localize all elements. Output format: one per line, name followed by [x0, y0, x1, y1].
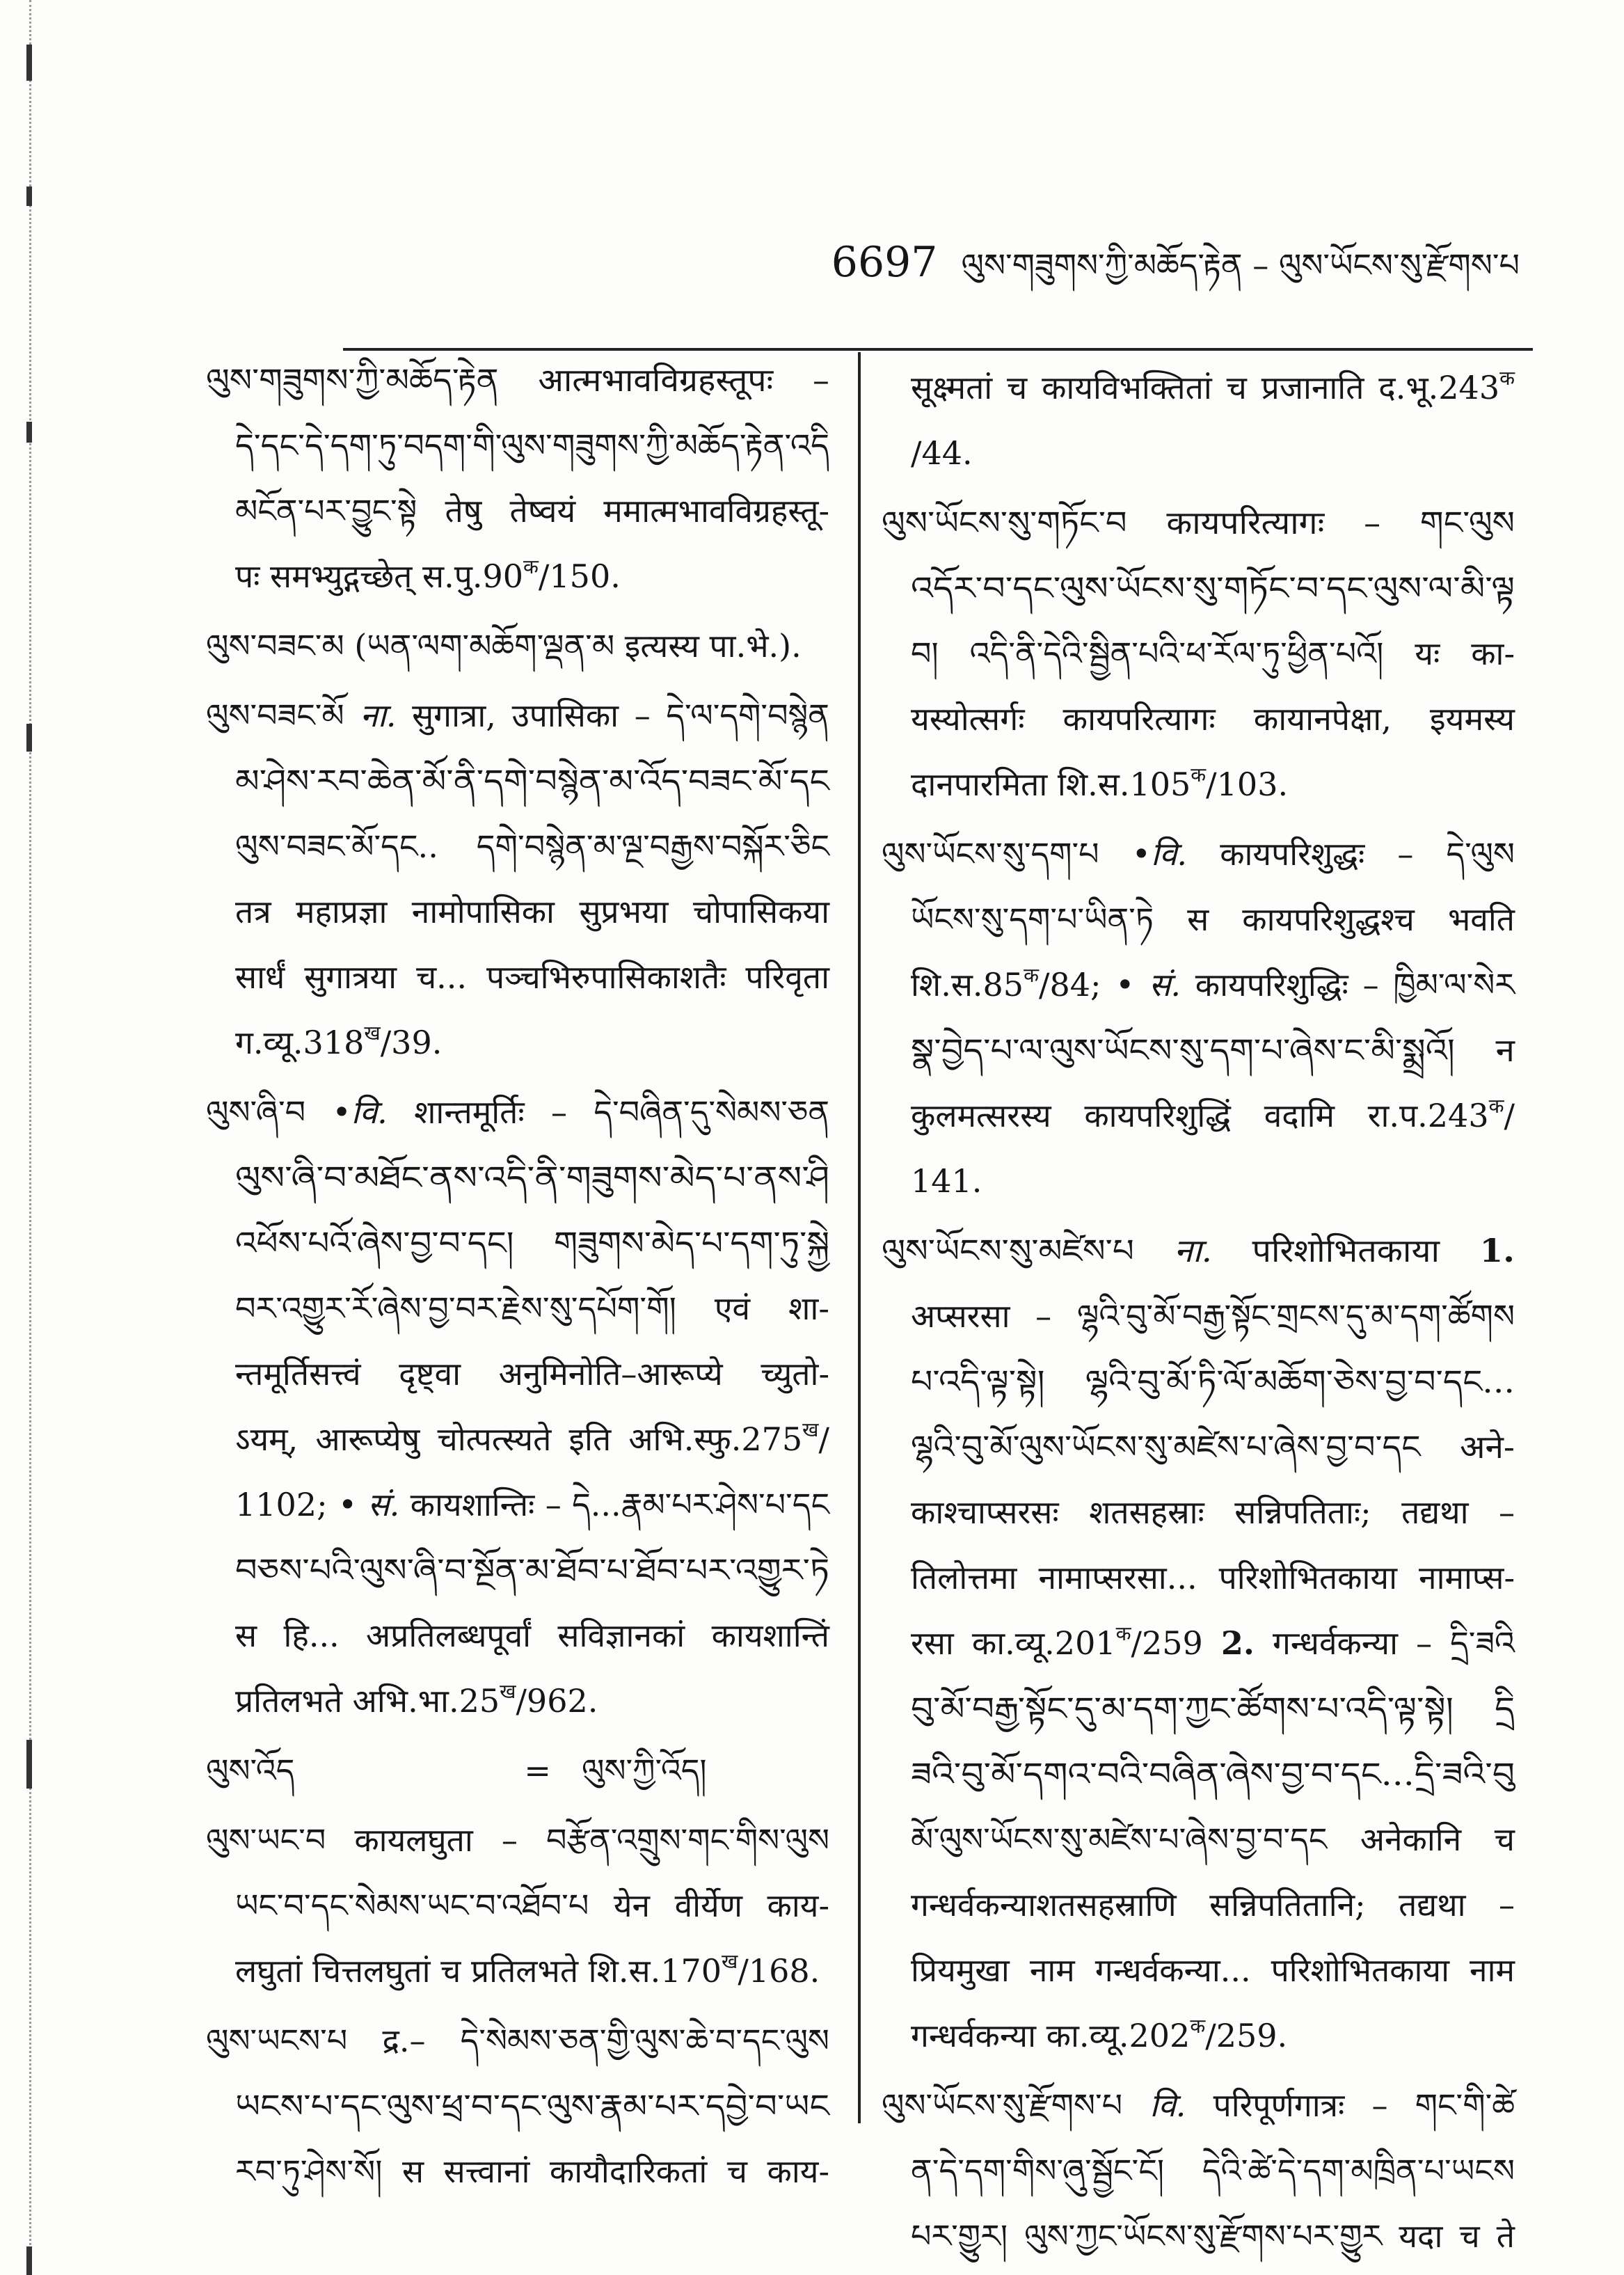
entry-line-text: [911, 1610, 1515, 1676]
entry-line: [206, 1276, 829, 1341]
entry-text: པ་འདི་ལྟ་སྟེ། ལྷའི་བུ་མོ་ཏི་ལོ་མཆོག་ཅེས་བྱ་བ་དང...: [911, 1363, 1515, 1400]
entry-line: [882, 1414, 1515, 1480]
entry-line: [206, 544, 829, 609]
entry-text: सूक्ष्मतां च कायविभक्तितां च प्रजानाति द.भू.243: [911, 369, 1500, 406]
entry-text: तत्र महाप्रज्ञा नामोपासिका सुप्रभया चोपासिकया: [235, 893, 829, 930]
entry-line-text: [235, 1472, 829, 1537]
scan-margin-line: [29, 0, 31, 2275]
dictionary-entry: [206, 613, 829, 679]
right-column: [882, 355, 1515, 2269]
entry-line-text: [882, 1218, 1515, 1283]
entry-line: [882, 752, 1515, 817]
dictionary-entry: [206, 347, 829, 609]
entry-text: ལུས་བཟང་མོ་དང.. དགེ་བསྙེན་མ་ལྔ་བརྒྱས་བསྐོར་ཅིང: [235, 827, 829, 865]
entry-line-text: [235, 1010, 442, 1075]
entry-line-text: [911, 1148, 982, 1214]
headword: ལུས་ཡོངས་སུ་རྫོགས་པ: [882, 2086, 1123, 2124]
scan-mark: [26, 724, 32, 752]
entry-text: ལྷའི་བུ་མོ་ལུས་ཡོངས་སུ་མཛེས་པ་ཞེས་བྱ་བ་དང अने-: [911, 1428, 1515, 1466]
entry-line-text: [235, 1873, 829, 1938]
entry-line-text: [911, 2003, 1287, 2068]
entry-text: काश्चाप्सरसः शतसहस्राः सन्निपतिताः; तद्यथा –: [911, 1493, 1515, 1531]
entry-text: दानपारमिता शि.स.105: [911, 766, 1191, 803]
entry-text: परिपूर्णगात्रः – གང་གི་ཚེ: [1186, 2086, 1515, 2124]
entry-line: [206, 683, 829, 748]
headword: ལུས་ཡོངས་སུ་མཛེས་པ: [882, 1232, 1134, 1269]
headword: ལུས་ཡང་བ: [206, 1821, 326, 1859]
entry-line: [206, 2073, 829, 2139]
entry-text: कायपरिशुद्धिः – ཁྱིམ་ལ་སེར: [1180, 966, 1515, 1004]
dictionary-entry: [206, 2008, 829, 2204]
entry-line-text: [911, 1676, 1515, 1741]
entry-line-text: [235, 748, 829, 814]
folio-side-marker: ख: [500, 1680, 516, 1704]
entry-line-text: [911, 420, 973, 486]
entry-line-text: [235, 2073, 829, 2139]
entry-text: པར་གྱུར། ལུས་ཀྱང་ཡོངས་སུ་རྫོགས་པར་གྱུར यदा च ते: [911, 2217, 1515, 2255]
entry-text: /103.: [1206, 766, 1289, 803]
entry-line-text: [235, 814, 829, 879]
entry-line: [206, 613, 829, 679]
entry-line: [206, 1145, 829, 1210]
entry-line-text: [235, 544, 621, 609]
folio-side-marker: क: [1488, 1095, 1504, 1118]
entry-text: ཟའི་བུ་མོ་དགའ་བའི་བཞིན་ཞེས་བྱ་བ་དང...དྲི་ཟའི་བུ: [911, 1755, 1515, 1793]
entry-text: བུ་མོ་བརྒྱ་སྟོང་དུ་མ་དག་ཀྱང་ཚོགས་པ་འདི་ལྟ་སྟེ། དྲི: [911, 1690, 1515, 1727]
entry-line: [882, 621, 1515, 686]
entry-line-text: [911, 2138, 1515, 2203]
entry-text: परिशोभितकाया: [1212, 1232, 1480, 1269]
entry-line: [206, 1406, 829, 1472]
entry-line-text: [911, 952, 1515, 1017]
entry-text: འཕོས་པའོ་ཞེས་བྱ་བ་དང། གཟུགས་མེད་པ་དག་ཏུ་སྐྱེ: [235, 1224, 829, 1262]
grammar-label: वि.: [1122, 2086, 1186, 2124]
entry-text: ཡང་བ་དང་སེམས་ཡང་བ་འཐོབ་པ येन वीर्येण काय-: [235, 1887, 829, 1924]
entry-line-text: [911, 887, 1515, 952]
entry-text: མ་ཤེས་རབ་ཆེན་མོ་ནི་དགེ་བསྙེན་མ་འོད་བཟང་མོ་དང: [235, 762, 829, 800]
entry-text: ཡོངས་སུ་དག་པ་ཡིན་ཏེ स कायपरिशुद्धश्च भवति: [911, 901, 1515, 938]
entry-line-text: [235, 879, 829, 944]
entry-text: དེ་དང་དེ་དག་ཏུ་བདག་གི་ལུས་གཟུགས་ཀྱི་མཆོད་རྟེན་འདི: [235, 427, 829, 464]
entry-line-text: [235, 1210, 829, 1276]
entry-text: 141.: [911, 1162, 982, 1200]
entry-text: गन्धर्वकन्या का.व्यू.202: [911, 2017, 1191, 2054]
entry-text: कायपरित्यागः – གང་ལུས: [1127, 504, 1515, 541]
dictionary-entry: [206, 1079, 829, 1734]
headword: ལུས་གཟུགས་ཀྱི་མཆོད་རྟེན: [206, 361, 499, 399]
entry-line: [882, 1349, 1515, 1414]
entry-line: [206, 1738, 829, 1803]
entry-text: द्र.– དེ་སེམས་ཅན་གྱི་ལུས་ཆེ་བ་དང་ལུས: [347, 2022, 829, 2059]
entry-text: प्रतिलभते अभि.भा.25: [235, 1682, 500, 1720]
entry-line: [206, 2139, 829, 2204]
folio-side-marker: क: [1024, 964, 1039, 988]
entry-text: ལུས་ཞི་བ་མཐོང་ནས་འདི་ནི་གཟུགས་མེད་པ་ནས་ཤི: [235, 1159, 829, 1196]
entry-line-text: [882, 490, 1515, 555]
page-number: 6697: [831, 238, 938, 287]
entry-line-text: [911, 555, 1515, 621]
entry-line: [206, 879, 829, 944]
entry-line-text: [911, 1414, 1515, 1480]
entry-line-text: [882, 821, 1515, 887]
entry-line-text: [206, 1079, 829, 1145]
entry-line-text: [911, 1741, 1515, 1807]
entry-line-text: [235, 1276, 829, 1341]
entry-text: བཅས་པའི་ལུས་ཞི་བ་སྔོན་མ་ཐོབ་པ་ཐོབ་པར་འགྱུར་ཏེ: [235, 1551, 829, 1589]
folio-side-marker: ख: [722, 1950, 738, 1974]
entry-text: /39.: [380, 1024, 443, 1061]
entry-text: कायपरिशुद्धः – དེ་ལུས: [1187, 835, 1515, 873]
entry-text: /259.: [1205, 2017, 1288, 2054]
grammar-label: ना.: [344, 697, 397, 734]
entry-line: [206, 1079, 829, 1145]
folio-side-marker: क: [1190, 2015, 1206, 2038]
entry-text: यस्योत्सर्गः कायपरित्यागः कायानपेक्षा, इयमस्य: [911, 700, 1515, 738]
grammar-label: सं.: [367, 1486, 400, 1523]
entry-line-text: [206, 683, 829, 748]
headword: ལུས་ཡོངས་སུ་དག་པ: [882, 835, 1099, 873]
entry-text: རབ་ཏུ་ཤེས་སོ། स सत्त्वानां कायौदारिकतां च काय-: [235, 2153, 829, 2190]
entry-line: [882, 355, 1515, 420]
entry-line-text: [911, 686, 1515, 752]
entry-line: [882, 1610, 1515, 1676]
entry-line-text: [206, 2008, 829, 2073]
entry-text: गन्धर्वकन्या – དྲི་ཟའི: [1254, 1624, 1515, 1662]
entry-line: [206, 1472, 829, 1537]
entry-line: [206, 1807, 829, 1873]
entry-text: /: [818, 1420, 829, 1458]
entry-line: [206, 1603, 829, 1668]
entry-line: [206, 347, 829, 413]
entry-line: [882, 1807, 1515, 1872]
entry-line-text: [235, 1537, 829, 1603]
entry-text: सुगात्रा, उपासिका – དེ་ལ་དགེ་བསྙེན: [396, 697, 829, 734]
entry-text: ऽयम्, आरूप्येषु चोत्पत्स्यते इति अभि.स्फु.275: [235, 1420, 803, 1458]
dictionary-entry: [882, 490, 1515, 817]
entry-line-text: [235, 1938, 820, 2004]
headword: ལུས་ཡངས་པ: [206, 2022, 348, 2059]
scan-mark: [26, 187, 32, 206]
entry-line-text: [206, 1807, 829, 1873]
entry-text: शान्तमूर्तिः – དེ་བཞིན་དུ་སེམས་ཅན: [387, 1093, 829, 1131]
entry-line: [882, 1017, 1515, 1083]
folio-side-marker: क: [1115, 1622, 1131, 1646]
entry-line-text: [911, 1545, 1515, 1610]
entry-line: [882, 1218, 1515, 1283]
entry-line-text: [206, 613, 802, 679]
entry-line: [882, 2203, 1515, 2269]
entry-line: [882, 1937, 1515, 2003]
entry-line: [206, 944, 829, 1010]
entry-text: ཡངས་པ་དང་ལུས་ཕྲ་བ་དང་ལུས་རྣམ་པར་དབྱེ་བ་ཡང: [235, 2087, 829, 2125]
headword: ལུས་བཟང་མ: [206, 627, 344, 665]
entry-text: आत्मभावविग्रहस्तूपः –: [498, 361, 829, 399]
entry-text: ན་དེ་དག་གིས་ཞུ་སྦྱོང་ངོ། དེའི་ཚེ་དེ་དག་མཁྲིན་པ་ཡངས: [911, 2152, 1515, 2189]
entry-line: [206, 1210, 829, 1276]
entry-line-text: [882, 2072, 1515, 2138]
entry-line-text: [206, 347, 829, 413]
entry-text: /44.: [911, 434, 973, 472]
entry-text: कुलमत्सरस्य कायपरिशुद्धिं वदामि रा.प.243: [911, 1097, 1489, 1134]
entry-line-text: [911, 1349, 1515, 1414]
dictionary-entry-continued: [882, 355, 1515, 486]
entry-line-text: [911, 355, 1515, 420]
dictionary-entry: [882, 2072, 1515, 2269]
headword: ལུས་བཟང་མོ: [206, 697, 344, 734]
entry-line: [882, 555, 1515, 621]
entry-line: [206, 2008, 829, 2073]
grammar-label: सं.: [1149, 966, 1181, 1004]
entry-line-text: [206, 1738, 707, 1803]
entry-text: ग.व्यू.318: [235, 1024, 365, 1061]
entry-line: [882, 952, 1515, 1017]
running-head: ལུས་གཟུགས་ཀྱི་མཆོད་རྟེན – ལུས་ཡོངས་སུ་རྫོགས་པ: [961, 246, 1520, 284]
dictionary-entry: [882, 1218, 1515, 2068]
entry-text: अप्सरसा – ལྷའི་བུ་མོ་བརྒྱ་སྟོང་གྲངས་དུ་མ་དག་ཚོགས: [911, 1297, 1515, 1335]
entry-line-text: [235, 478, 829, 544]
entry-line: [206, 814, 829, 879]
entry-text: /84; •: [1038, 966, 1149, 1004]
entry-line-text: [235, 1145, 829, 1210]
running-header: [831, 224, 1520, 301]
sense-number: 1.: [1479, 1232, 1515, 1269]
scan-mark: [26, 1740, 32, 1789]
entry-text: སྣ་བྱེད་པ་ལ་ལུས་ཡོངས་སུ་དག་པ་ཞེས་ང་མི་སྨྲའོ། न: [911, 1031, 1515, 1069]
entry-text: /: [1504, 1097, 1515, 1134]
entry-line: [206, 1341, 829, 1406]
grammar-label: वि.: [1150, 835, 1188, 873]
entry-text: •: [305, 1093, 351, 1131]
entry-line: [882, 821, 1515, 887]
entry-text: མོ་ལུས་ཡོངས་སུ་མཛེས་པ་ཞེས་བྱ་བ་དང अनेकानि च: [911, 1821, 1515, 1858]
folio-side-marker: क: [1499, 367, 1515, 390]
scan-mark: [26, 2246, 32, 2275]
entry-text: लघुतां चित्तलघुतां च प्रतिलभते शि.स.170: [235, 1952, 722, 1990]
dictionary-entry: [882, 821, 1515, 1214]
entry-text: स हि... अप्रतिलब्धपूर्वां सविज्ञानकां कायशान्तिं: [235, 1617, 829, 1654]
entry-text: गन्धर्वकन्याशतसहस्राणि सन्निपतितानि; तद्यथा –: [911, 1886, 1515, 1924]
entry-line-text: [911, 1017, 1515, 1083]
headword: ལུས་ཞི་བ: [206, 1093, 306, 1131]
folio-side-marker: ख: [364, 1022, 381, 1045]
entry-line-text: [911, 1937, 1515, 2003]
entry-text: कायशान्तिः – དེ...རྣམ་པར་ཤེས་པ་དང: [399, 1486, 829, 1523]
entry-text: /962.: [516, 1682, 598, 1720]
column-divider: [858, 352, 861, 2123]
entry-text: न्तमूर्तिसत्त्वं दृष्ट्वा अनुमिनोति–आरूप्ये च्युतो-: [235, 1355, 829, 1393]
entry-line-text: [911, 2203, 1515, 2269]
entry-line: [206, 413, 829, 478]
left-column: [206, 347, 829, 2204]
entry-text: प्रियमुखा नाम गन्धर्वकन्या... परिशोभितकाया नाम: [911, 1951, 1515, 1989]
entry-line: [882, 1480, 1515, 1545]
entry-line: [882, 420, 1515, 486]
entry-line: [882, 1741, 1515, 1807]
grammar-label: ना.: [1133, 1232, 1213, 1269]
entry-line-text: [235, 1341, 829, 1406]
folio-side-marker: क: [523, 555, 539, 579]
entry-text: /168.: [738, 1952, 820, 1990]
dictionary-entry: [206, 683, 829, 1075]
entry-line: [882, 2072, 1515, 2138]
entry-line-text: [235, 1406, 829, 1472]
entry-line: [882, 1283, 1515, 1349]
entry-line: [882, 490, 1515, 555]
entry-text: བར་འགྱུར་རོ་ཞེས་བྱ་བར་རྗེས་སུ་དཔོག་གོ། एवं शा-: [235, 1290, 829, 1327]
entry-line-text: [911, 1083, 1515, 1148]
entry-line: [882, 1083, 1515, 1148]
entry-line: [206, 748, 829, 814]
entry-line-text: [235, 1668, 598, 1734]
entry-text: 1102; •: [235, 1486, 368, 1523]
entry-text: कायलघुता – བརྩོན་འགྲུས་གང་གིས་ལུས: [326, 1821, 829, 1859]
entry-line: [882, 686, 1515, 752]
headword: ལུས་ཡོངས་སུ་གཏོང་བ: [882, 504, 1127, 541]
entry-text: /259: [1131, 1624, 1221, 1662]
entry-line-text: [911, 752, 1288, 817]
entry-line: [206, 1537, 829, 1603]
grammar-label: वि.: [351, 1093, 388, 1131]
entry-text: शि.स.85: [911, 966, 1024, 1004]
entry-line: [882, 1676, 1515, 1741]
entry-line-text: [911, 621, 1515, 686]
entry-text: (ཡན་ལག་མཆོག་ལྡན་མ इत्यस्य पा.भे.).: [344, 627, 802, 665]
entry-text: पः समभ्युद्गच्छेत् स.पु.90: [235, 557, 523, 595]
headword: ལུས་འོད: [206, 1752, 295, 1789]
entry-line: [882, 1872, 1515, 1937]
entry-line: [206, 1668, 829, 1734]
entry-line: [206, 478, 829, 544]
entry-line: [882, 887, 1515, 952]
entry-text: सार्धं सुगात्रया च... पञ्चभिरुपासिकाशतैः परिवृता: [235, 958, 829, 996]
entry-line-text: [911, 1283, 1515, 1349]
entry-line: [882, 2003, 1515, 2068]
entry-text: /150.: [538, 557, 621, 595]
entry-line: [882, 2138, 1515, 2203]
sense-number: 2.: [1220, 1624, 1255, 1662]
entry-line: [882, 1545, 1515, 1610]
cross-reference-sign: =: [524, 1752, 551, 1789]
entry-line-text: [911, 1480, 1515, 1545]
entry-line-text: [235, 1603, 829, 1668]
entry-line-text: [235, 944, 829, 1010]
entry-line: [206, 1010, 829, 1075]
dictionary-entry: [206, 1738, 829, 1803]
entry-line-text: [235, 413, 829, 478]
dictionary-entry: [206, 1807, 829, 2004]
scan-mark: [26, 422, 32, 443]
folio-side-marker: क: [1191, 763, 1207, 787]
entry-text: •: [1099, 835, 1151, 873]
entry-line-text: [911, 1807, 1515, 1872]
entry-text: रसा का.व्यू.201: [911, 1624, 1116, 1662]
entry-line: [206, 1938, 829, 2004]
entry-text: ལུས་ཀྱི་འོད།: [581, 1752, 707, 1789]
entry-text: तिलोत्तमा नामाप्सरसा... परिशोभितकाया नामाप्स-: [911, 1559, 1515, 1596]
entry-text: འདོར་བ་དང་ལུས་ཡོངས་སུ་གཏོང་བ་དང་ལུས་ལ་མི་ལྟ: [911, 569, 1515, 607]
entry-line-text: [911, 1872, 1515, 1937]
scan-mark: [26, 45, 32, 81]
entry-line-text: [235, 2139, 829, 2204]
entry-line: [206, 1873, 829, 1938]
folio-side-marker: ख: [802, 1418, 819, 1442]
entry-text: བ། འདི་ནི་དེའི་སྦྱིན་པའི་ཕ་རོལ་ཏུ་ཕྱིན་པའོ། यः का-: [911, 635, 1515, 672]
entry-line: [882, 1148, 1515, 1214]
entry-text: མངོན་པར་བྱུང་སྟེ तेषु तेष्वयं ममात्मभावविग्रहस्तू-: [235, 492, 829, 530]
